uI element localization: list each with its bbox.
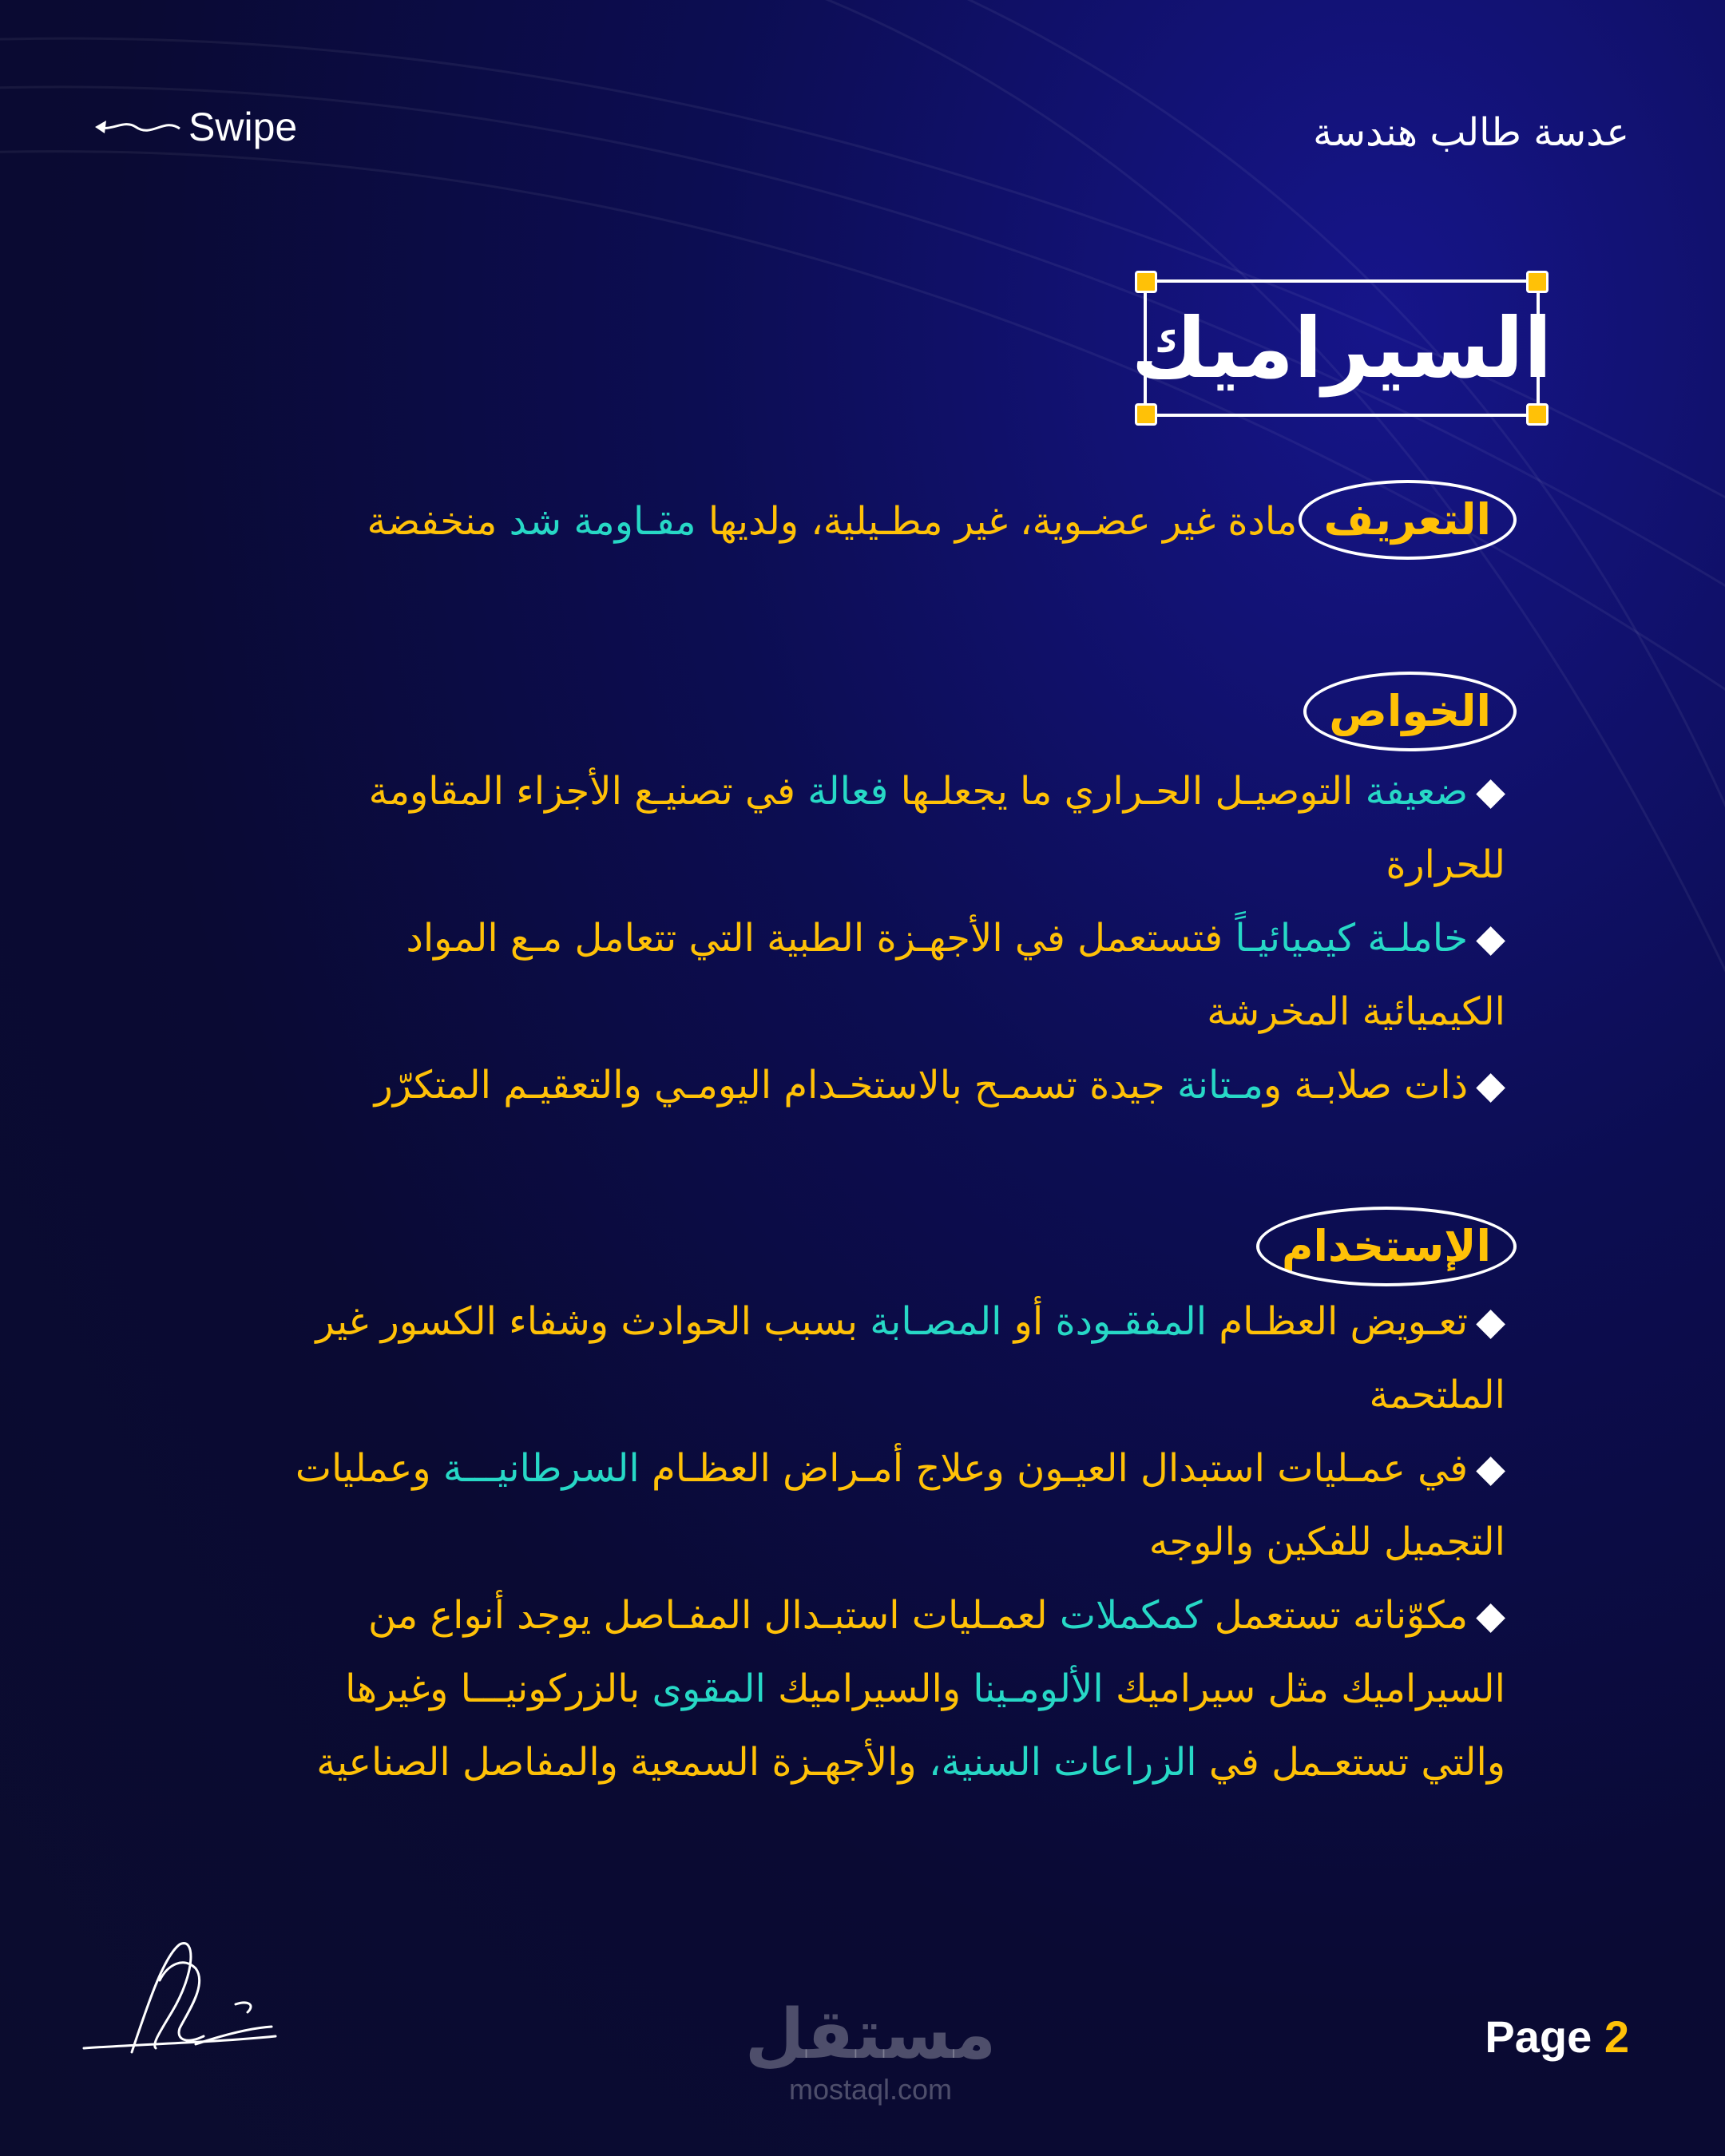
diamond-bullet-icon: ◆ <box>1476 916 1505 961</box>
list-item: ◆في عمـليات استبدال العيـون وعلاج أمـراض العظـام السرطانيـــة وعمليات التجميل للفكين والوجه <box>295 1446 1505 1564</box>
page-indicator <box>1485 2011 1629 2063</box>
list-item: ◆ذات صلابـة ومـتانة جيدة تسمـح بالاستخـدام اليومـي والتعقيـم المتكرّر <box>374 1063 1505 1108</box>
definition-accent: مقـاومة شد <box>509 499 696 544</box>
diamond-bullet-icon: ◆ <box>1476 1299 1505 1344</box>
watermark-arabic: مستقل <box>744 1995 997 2075</box>
definition-text-end: منخفضة <box>367 499 498 544</box>
signature-icon <box>76 1924 291 2076</box>
page-title: السيراميك <box>1131 299 1552 397</box>
label-ring <box>1299 480 1517 560</box>
frame-handle <box>1526 271 1549 293</box>
swipe-label: Swipe <box>188 105 298 149</box>
frame-handle <box>1135 403 1157 426</box>
definition-section <box>284 483 1505 558</box>
frame-handle <box>1135 271 1157 293</box>
diamond-bullet-icon: ◆ <box>1476 1063 1505 1108</box>
swipe-hint[interactable] <box>92 104 297 150</box>
page-label: Page <box>1485 2011 1592 2062</box>
page-number: 2 <box>1604 2011 1629 2062</box>
watermark-url: mostaql.com <box>788 2073 953 2106</box>
brand-name: عدسة طالب هندسة <box>1313 110 1629 155</box>
properties-label: الخواص <box>1315 675 1505 748</box>
diamond-bullet-icon: ◆ <box>1476 1593 1505 1638</box>
list-item: ◆خاملـة كيميائيـاً فتستعمل في الأجهـزة الطبية التي تتعامل مـع المواد الكيميائية المخرشة <box>406 916 1505 1034</box>
label-ring <box>1256 1207 1517 1286</box>
label-ring <box>1303 672 1517 751</box>
usage-label: الإستخدام <box>1267 1210 1505 1283</box>
list-item: ◆ضعيفة التوصيـل الحـراري ما يجعلـها فعالة في تصنيـع الأجزاء المقاومة للحرارة <box>368 769 1505 887</box>
frame-handle <box>1526 403 1549 426</box>
properties-section <box>284 675 1505 1122</box>
definition-text: مادة غير عضـوية، غير مطـيلية، ولديها <box>708 499 1298 544</box>
arrow-left-icon <box>92 111 184 143</box>
definition-label: التعريف <box>1310 483 1506 557</box>
diamond-bullet-icon: ◆ <box>1476 1446 1505 1491</box>
diamond-bullet-icon: ◆ <box>1476 769 1505 814</box>
title-frame <box>1131 279 1552 417</box>
watermark <box>743 1996 998 2106</box>
list-item: ◆تعـويض العظـام المفقـودة أو المصـابة بسبب الحوادث وشفاء الكسور غير الملتحمة <box>315 1299 1505 1417</box>
usage-section <box>284 1210 1505 1799</box>
list-item: ◆مكوّناته تستعمل كمكملات لعمـليات استبـدال المفـاصل يوجد أنواع من السيراميك مثل سيراميك الألومـينا والسيراميك المقوى بالزركونيـــا وغيرها والتي تستعـمل في الزراعات السنية، والأجهـزة السمعية والمفاصل الصناعية <box>316 1593 1505 1785</box>
